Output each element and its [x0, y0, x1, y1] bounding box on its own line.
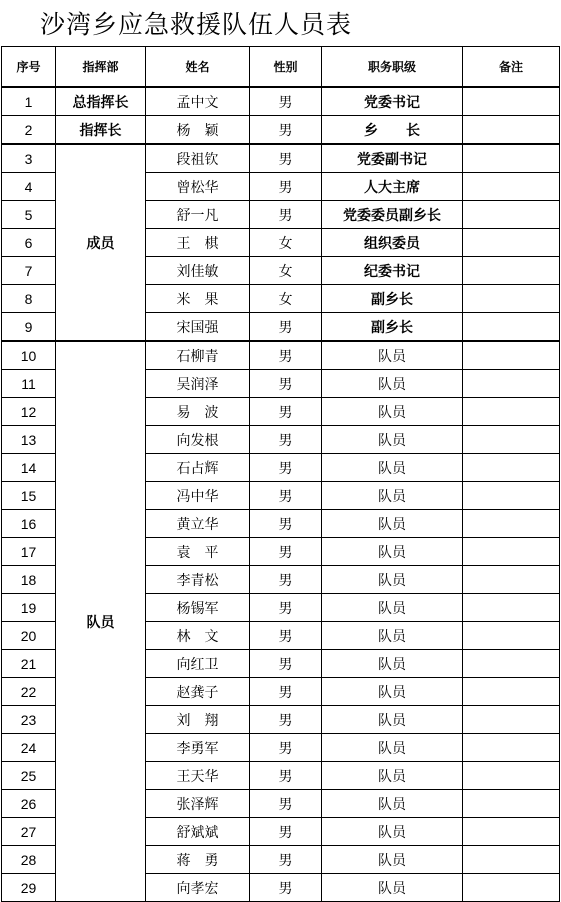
row-name: 孟中文	[146, 87, 250, 116]
row-gender: 男	[250, 398, 322, 426]
row-remark	[463, 257, 560, 285]
row-position: 队员	[322, 538, 463, 566]
row-no: 24	[2, 734, 56, 762]
row-gender: 男	[250, 678, 322, 706]
row-no: 7	[2, 257, 56, 285]
row-position: 队员	[322, 762, 463, 790]
page-title: 沙湾乡应急救援队伍人员表	[40, 10, 353, 39]
row-remark	[463, 818, 560, 846]
row-gender: 男	[250, 510, 322, 538]
row-position: 队员	[322, 566, 463, 594]
row-no: 22	[2, 678, 56, 706]
row-name: 刘 翔	[146, 706, 250, 734]
row-no: 13	[2, 426, 56, 454]
row-name: 宋国强	[146, 313, 250, 342]
row-no: 11	[2, 370, 56, 398]
row-no: 16	[2, 510, 56, 538]
row-name: 吴润泽	[146, 370, 250, 398]
row-gender: 男	[250, 874, 322, 902]
row-gender: 男	[250, 846, 322, 874]
header-position: 职务职级	[322, 47, 463, 88]
row-name: 舒一凡	[146, 201, 250, 229]
row-position: 队员	[322, 846, 463, 874]
row-gender: 男	[250, 482, 322, 510]
row-no: 23	[2, 706, 56, 734]
row-name: 向红卫	[146, 650, 250, 678]
row-no: 21	[2, 650, 56, 678]
row-position: 党委委员副乡长	[322, 201, 463, 229]
row-position: 人大主席	[322, 173, 463, 201]
row-name: 袁 平	[146, 538, 250, 566]
row-gender: 男	[250, 566, 322, 594]
row-gender: 男	[250, 87, 322, 116]
table-body	[2, 87, 560, 902]
table-row	[2, 116, 560, 145]
row-position: 组织委员	[322, 229, 463, 257]
row-remark	[463, 87, 560, 116]
row-name: 黄立华	[146, 510, 250, 538]
row-gender: 男	[250, 144, 322, 173]
row-name: 向孝宏	[146, 874, 250, 902]
row-gender: 男	[250, 734, 322, 762]
row-no: 29	[2, 874, 56, 902]
row-remark	[463, 594, 560, 622]
row-position: 队员	[322, 706, 463, 734]
row-gender: 男	[250, 650, 322, 678]
row-no: 20	[2, 622, 56, 650]
row-no: 18	[2, 566, 56, 594]
row-gender: 男	[250, 790, 322, 818]
row-remark	[463, 678, 560, 706]
row-position: 队员	[322, 482, 463, 510]
row-position: 乡 长	[322, 116, 463, 145]
row-remark	[463, 313, 560, 342]
row-no: 27	[2, 818, 56, 846]
row-gender: 男	[250, 706, 322, 734]
row-name: 蒋 勇	[146, 846, 250, 874]
row-no: 6	[2, 229, 56, 257]
row-no: 28	[2, 846, 56, 874]
row-no: 12	[2, 398, 56, 426]
table-row	[2, 144, 560, 173]
row-position: 党委书记	[322, 87, 463, 116]
row-remark	[463, 566, 560, 594]
header-command: 指挥部	[56, 47, 146, 88]
row-gender: 男	[250, 341, 322, 370]
row-name: 向发根	[146, 426, 250, 454]
row-position: 队员	[322, 398, 463, 426]
table-row	[2, 87, 560, 116]
row-no: 4	[2, 173, 56, 201]
row-gender: 男	[250, 622, 322, 650]
row-position: 队员	[322, 678, 463, 706]
row-position: 队员	[322, 734, 463, 762]
header-no: 序号	[2, 47, 56, 88]
row-no: 15	[2, 482, 56, 510]
group-members: 成员	[56, 144, 146, 341]
row-name: 王 棋	[146, 229, 250, 257]
row-position: 队员	[322, 454, 463, 482]
row-remark	[463, 790, 560, 818]
row-gender: 男	[250, 538, 322, 566]
row-no: 8	[2, 285, 56, 313]
row-name: 李勇军	[146, 734, 250, 762]
row-remark	[463, 706, 560, 734]
row-remark	[463, 734, 560, 762]
row-remark	[463, 116, 560, 145]
row-gender: 男	[250, 454, 322, 482]
row-remark	[463, 201, 560, 229]
row-position: 队员	[322, 622, 463, 650]
row-remark	[463, 846, 560, 874]
row-remark	[463, 538, 560, 566]
row-gender: 女	[250, 257, 322, 285]
row-position: 队员	[322, 594, 463, 622]
row-no: 5	[2, 201, 56, 229]
row-gender: 男	[250, 313, 322, 342]
row-gender: 女	[250, 285, 322, 313]
row-remark	[463, 762, 560, 790]
header-gender: 性别	[250, 47, 322, 88]
row-position: 副乡长	[322, 285, 463, 313]
row-name: 易 波	[146, 398, 250, 426]
row-remark	[463, 482, 560, 510]
row-name: 李青松	[146, 566, 250, 594]
row-name: 舒斌斌	[146, 818, 250, 846]
header-remark: 备注	[463, 47, 560, 88]
row-name: 王天华	[146, 762, 250, 790]
table-row	[2, 341, 560, 370]
row-remark	[463, 341, 560, 370]
row-no: 14	[2, 454, 56, 482]
header-name: 姓名	[146, 47, 250, 88]
header-row	[2, 47, 560, 88]
row-remark	[463, 370, 560, 398]
row-position: 纪委书记	[322, 257, 463, 285]
row-remark	[463, 454, 560, 482]
row-position: 队员	[322, 341, 463, 370]
row-name: 曾松华	[146, 173, 250, 201]
row-no: 9	[2, 313, 56, 342]
row-position: 队员	[322, 370, 463, 398]
row-no: 19	[2, 594, 56, 622]
row-gender: 男	[250, 818, 322, 846]
row-no: 10	[2, 341, 56, 370]
row-name: 赵龚子	[146, 678, 250, 706]
row-remark	[463, 229, 560, 257]
group-team: 队员	[56, 341, 146, 902]
row-no: 3	[2, 144, 56, 173]
row-remark	[463, 510, 560, 538]
row-gender: 男	[250, 426, 322, 454]
row-remark	[463, 173, 560, 201]
row-name: 石柳青	[146, 341, 250, 370]
group-commander: 指挥长	[56, 116, 146, 145]
row-position: 副乡长	[322, 313, 463, 342]
row-name: 米 果	[146, 285, 250, 313]
row-position: 队员	[322, 426, 463, 454]
row-gender: 男	[250, 201, 322, 229]
row-position: 队员	[322, 790, 463, 818]
row-gender: 男	[250, 762, 322, 790]
row-position: 党委副书记	[322, 144, 463, 173]
row-position: 队员	[322, 510, 463, 538]
row-name: 刘佳敏	[146, 257, 250, 285]
row-name: 张泽辉	[146, 790, 250, 818]
row-remark	[463, 650, 560, 678]
personnel-table	[1, 46, 560, 902]
row-name: 林 文	[146, 622, 250, 650]
row-position: 队员	[322, 818, 463, 846]
row-no: 25	[2, 762, 56, 790]
row-no: 2	[2, 116, 56, 145]
row-position: 队员	[322, 650, 463, 678]
row-no: 26	[2, 790, 56, 818]
row-remark	[463, 398, 560, 426]
row-name: 杨 颖	[146, 116, 250, 145]
row-remark	[463, 426, 560, 454]
row-gender: 女	[250, 229, 322, 257]
group-chief: 总指挥长	[56, 87, 146, 116]
row-name: 杨锡军	[146, 594, 250, 622]
row-no: 1	[2, 87, 56, 116]
row-gender: 男	[250, 116, 322, 145]
row-no: 17	[2, 538, 56, 566]
row-remark	[463, 285, 560, 313]
row-gender: 男	[250, 370, 322, 398]
row-name: 石占辉	[146, 454, 250, 482]
row-name: 冯中华	[146, 482, 250, 510]
row-position: 队员	[322, 874, 463, 902]
row-gender: 男	[250, 173, 322, 201]
row-name: 段祖钦	[146, 144, 250, 173]
row-gender: 男	[250, 594, 322, 622]
row-remark	[463, 622, 560, 650]
row-remark	[463, 144, 560, 173]
